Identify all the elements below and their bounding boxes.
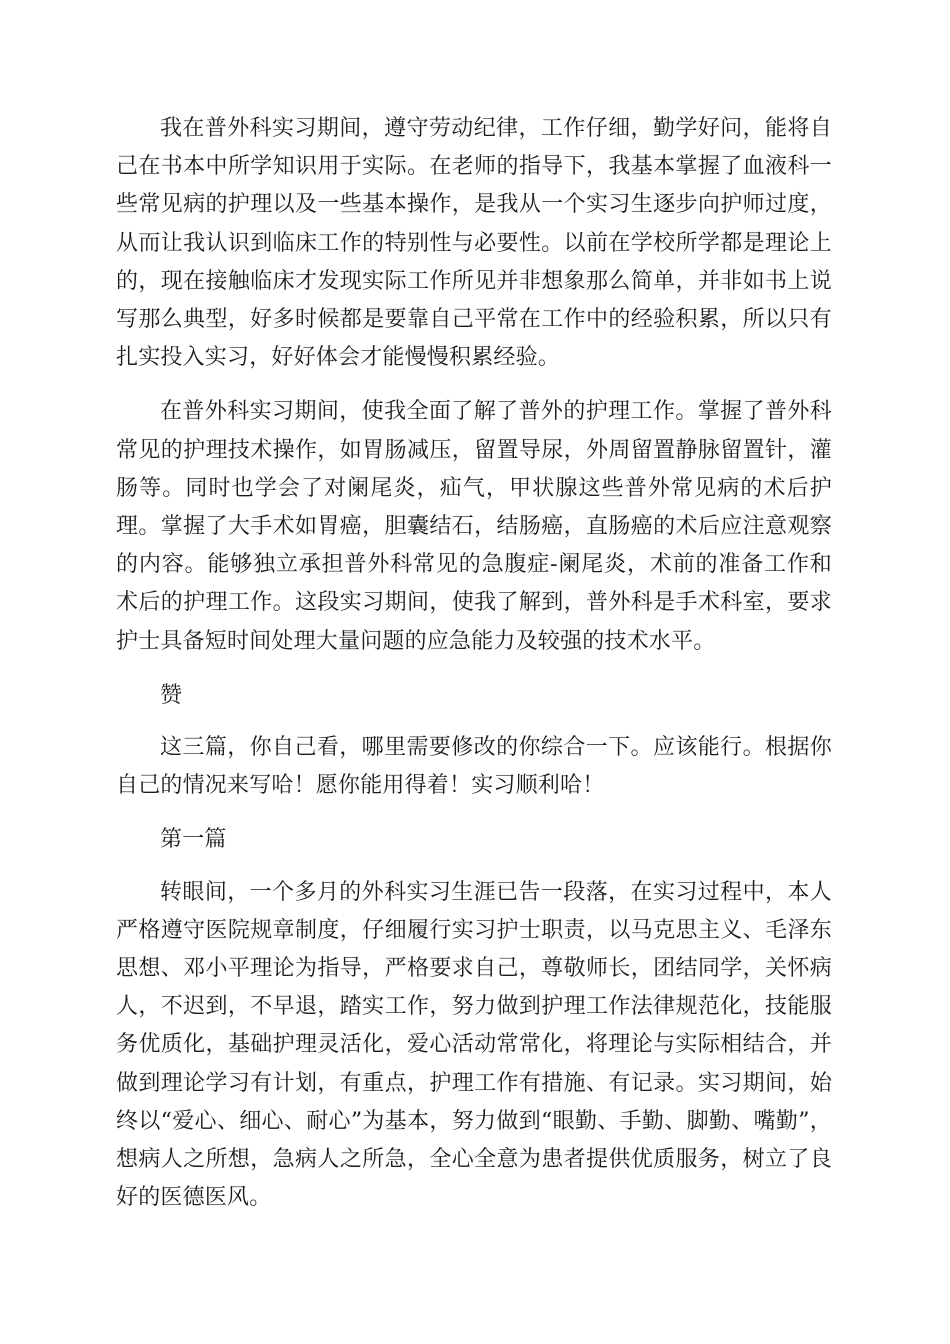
- paragraph-first-article: 转眼间，一个多月的外科实习生涯已告一段落，在实习过程中，本人严格遵守医院规章制度，仔细履行实习护士职责，以马克思主义、毛泽东思想、邓小平理论为指导，严格要求自己，尊敬师长，团结同学，关怀病人，不迟到，不早退，踏实工作，努力做到护理工作法律规范化，技能服务优质化，基础护理灵活化，爱心活动常常化，将理论与实际相结合，并做到理论学习有计划，有重点，护理工作有措施、有记录。实习期间，始终以“爱心、细心、耐心”为基本，努力做到“眼勤、手勤、脚勤、嘴勤”，想病人之所想，急病人之所急，全心全意为患者提供优质服务，树立了良好的医德医风。: [116, 879, 832, 1211]
- paragraph-internship-summary: 我在普外科实习期间，遵守劳动纪律，工作仔细，勤学好问，能将自己在书本中所学知识用于实际。在老师的指导下，我基本掌握了血液科一些常见病的护理以及一些基本操作，是我从一个实习生逐步向护师过度，从而让我认识到临床工作的特别性与必要性。以前在学校所学都是理论上的，现在接触临床才发现实际工作所见并非想象那么简单，并非如书上说写那么典型，好多时候都是要靠自己平常在工作中的经验积累，所以只有扎实投入实习，好好体会才能慢慢积累经验。: [116, 116, 832, 371]
- paragraph-praise: 赞: [160, 682, 183, 708]
- paragraph-note: 这三篇，你自己看，哪里需要修改的你综合一下。应该能行。根据你自己的情况来写哈！愿你能用得着！实习顺利哈！: [116, 735, 832, 799]
- document-body: [116, 110, 832, 1233]
- paragraph-surgical-nursing: 在普外科实习期间，使我全面了解了普外的护理工作。掌握了普外科常见的护理技术操作，如胃肠减压，留置导尿，外周留置静脉留置针，灌肠等。同时也学会了对阑尾炎，疝气，甲状腺这些普外常见病的术后护理。掌握了大手术如胃癌，胆囊结石，结肠癌，直肠癌的术后应注意观察的内容。能够独立承担普外科常见的急腹症-阑尾炎，术前的准备工作和术后的护理工作。这段实习期间，使我了解到，普外科是手术科室，要求护士具备短时间处理大量问题的应急能力及较强的技术水平。: [116, 399, 832, 654]
- section-heading-first: 第一篇: [160, 827, 227, 853]
